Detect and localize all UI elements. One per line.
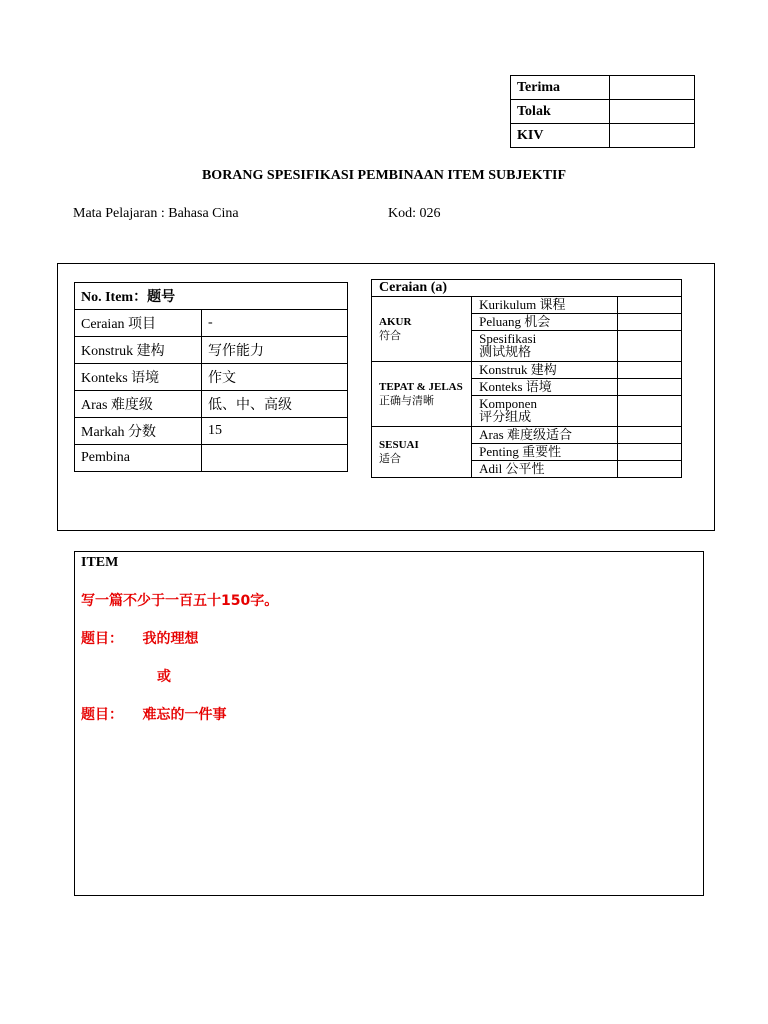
info-value: 写作能力 xyxy=(202,337,348,364)
criteria-check[interactable] xyxy=(617,314,681,331)
info-label: Ceraian 项目 xyxy=(75,310,202,337)
criteria-group-akur xyxy=(372,297,472,362)
status-table xyxy=(510,75,695,148)
group-name: AKUR xyxy=(379,316,412,328)
criteria-check[interactable] xyxy=(617,396,681,427)
status-label: Tolak xyxy=(511,100,610,124)
criteria-item: Penting 重要性 xyxy=(472,444,618,461)
item-title-option-1: 题目： 我的理想 xyxy=(81,631,199,647)
info-value-pembina[interactable] xyxy=(202,445,348,472)
status-checkbox[interactable] xyxy=(610,76,695,100)
criteria-row xyxy=(372,362,682,379)
info-label: Markah 分数 xyxy=(75,418,202,445)
status-row-terima xyxy=(511,76,695,100)
info-row xyxy=(75,418,348,445)
criteria-group-tepat-jelas xyxy=(372,362,472,427)
info-label: Konteks 语境 xyxy=(75,364,202,391)
criteria-check[interactable] xyxy=(617,297,681,314)
criteria-item: Kurikulum 课程 xyxy=(472,297,618,314)
criteria-table xyxy=(371,279,682,478)
criteria-check[interactable] xyxy=(617,427,681,444)
criteria-check[interactable] xyxy=(617,461,681,478)
group-name: SESUAI xyxy=(379,439,419,451)
criteria-row xyxy=(372,427,682,444)
info-value: - xyxy=(202,310,348,337)
info-row xyxy=(75,337,348,364)
info-value: 15 xyxy=(202,418,348,445)
item-info-table xyxy=(74,282,348,472)
info-row xyxy=(75,310,348,337)
criteria-item: Konstruk 建构 xyxy=(472,362,618,379)
status-row-kiv xyxy=(511,124,695,148)
criteria-check[interactable] xyxy=(617,331,681,362)
criteria-caption: Ceraian (a) xyxy=(372,280,682,297)
criteria-item xyxy=(472,331,618,362)
code-line: Kod: 026 xyxy=(388,206,441,221)
criteria-item-line: Komponen xyxy=(479,396,537,411)
item-instruction: 写一篇不少于一百五十150字。 xyxy=(81,593,279,609)
criteria-item: Adil 公平性 xyxy=(472,461,618,478)
subject-line: Mata Pelajaran : Bahasa Cina xyxy=(73,206,239,221)
criteria-caption-row xyxy=(372,280,682,297)
info-row xyxy=(75,445,348,472)
group-zh: 符合 xyxy=(379,329,401,342)
form-title: BORANG SPESIFIKASI PEMBINAAN ITEM SUBJEKTIF xyxy=(201,168,567,183)
criteria-item-line: 测试规格 xyxy=(479,345,532,360)
criteria-item: Aras 难度级适合 xyxy=(472,427,618,444)
info-value: 低、中、高级 xyxy=(202,391,348,418)
status-label: Terima xyxy=(511,76,610,100)
item-box xyxy=(74,551,704,896)
criteria-check[interactable] xyxy=(617,444,681,461)
info-header: No. Item：题号 xyxy=(75,283,348,310)
criteria-check[interactable] xyxy=(617,362,681,379)
status-checkbox[interactable] xyxy=(610,100,695,124)
info-header-row xyxy=(75,283,348,310)
criteria-row xyxy=(372,297,682,314)
status-label: KIV xyxy=(511,124,610,148)
criteria-item-line: 评分组成 xyxy=(479,410,532,425)
info-row xyxy=(75,391,348,418)
criteria-item: Konteks 语境 xyxy=(472,379,618,396)
item-heading: ITEM xyxy=(81,555,119,570)
info-label: Konstruk 建构 xyxy=(75,337,202,364)
criteria-item: Peluang 机会 xyxy=(472,314,618,331)
group-zh: 适合 xyxy=(379,452,401,465)
criteria-item xyxy=(472,396,618,427)
status-row-tolak xyxy=(511,100,695,124)
info-row xyxy=(75,364,348,391)
criteria-group-sesuai xyxy=(372,427,472,478)
info-label: Pembina xyxy=(75,445,202,472)
info-value: 作文 xyxy=(202,364,348,391)
group-zh: 正确与清晰 xyxy=(379,394,434,407)
criteria-item-line: Spesifikasi xyxy=(479,331,537,346)
status-checkbox[interactable] xyxy=(610,124,695,148)
group-name: TEPAT & JELAS xyxy=(379,381,463,393)
criteria-check[interactable] xyxy=(617,379,681,396)
info-label: Aras 难度级 xyxy=(75,391,202,418)
item-or: 或 xyxy=(157,669,171,685)
item-title-option-2: 题目： 难忘的一件事 xyxy=(81,707,227,723)
